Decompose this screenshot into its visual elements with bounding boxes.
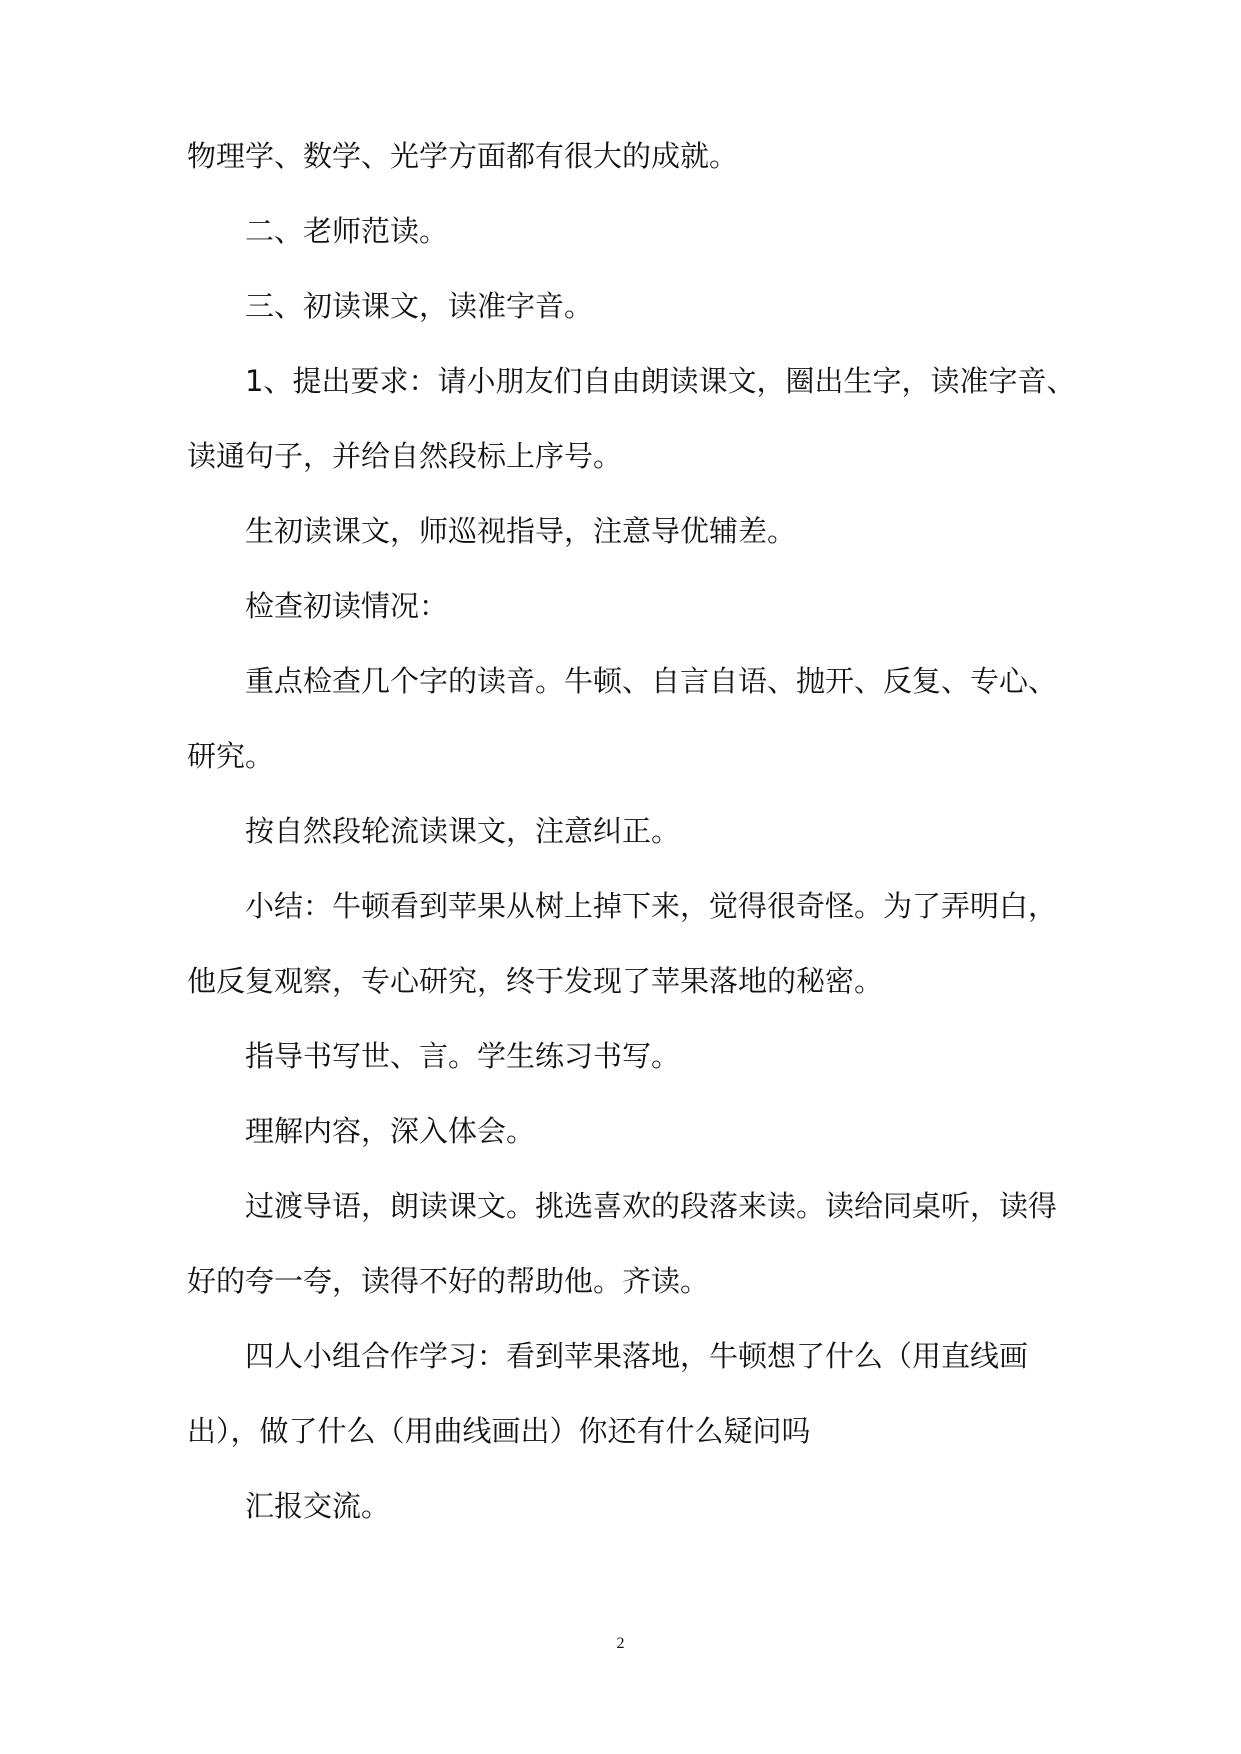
paragraph-line: 四人小组合作学习：看到苹果落地，牛顿想了什么（用直线画 bbox=[245, 1339, 1029, 1373]
paragraph-line: 出），做了什么（用曲线画出）你还有什么疑问吗 bbox=[187, 1414, 811, 1448]
paragraph-line: 读通句子，并给自然段标上序号。 bbox=[187, 439, 623, 473]
paragraph-line: 研究。 bbox=[187, 739, 275, 773]
section-heading: 三、初读课文，读准字音。 bbox=[245, 289, 594, 323]
paragraph-line: 指导书写世、言。学生练习书写。 bbox=[245, 1039, 681, 1073]
page-number: 2 bbox=[616, 1635, 625, 1652]
paragraph-line: 过渡导语，朗读课文。挑选喜欢的段落来读。读给同桌听，读得 bbox=[245, 1189, 1058, 1223]
paragraph-line: 重点检查几个字的读音。牛顿、自言自语、抛开、反复、专心、 bbox=[245, 664, 1058, 698]
paragraph-line: 检查初读情况： bbox=[245, 589, 449, 623]
paragraph-line: 按自然段轮流读课文，注意纠正。 bbox=[245, 814, 681, 848]
paragraph-line: 生初读课文，师巡视指导，注意导优辅差。 bbox=[245, 514, 797, 548]
section-heading: 二、老师范读。 bbox=[245, 214, 449, 248]
paragraph-line: 他反复观察，专心研究，终于发现了苹果落地的秘密。 bbox=[187, 964, 884, 998]
paragraph-line: 理解内容，深入体会。 bbox=[245, 1114, 536, 1148]
paragraph-line: 好的夸一夸，读得不好的帮助他。齐读。 bbox=[187, 1264, 710, 1298]
paragraph-line: 1、提出要求：请小朋友们自由朗读课文，圈出生字，读准字音、 bbox=[245, 364, 1076, 398]
paragraph-line: 汇报交流。 bbox=[245, 1489, 391, 1523]
paragraph-line: 小结：牛顿看到苹果从树上掉下来，觉得很奇怪。为了弄明白， bbox=[245, 889, 1058, 923]
paragraph-line: 物理学、数学、光学方面都有很大的成就。 bbox=[187, 139, 739, 173]
